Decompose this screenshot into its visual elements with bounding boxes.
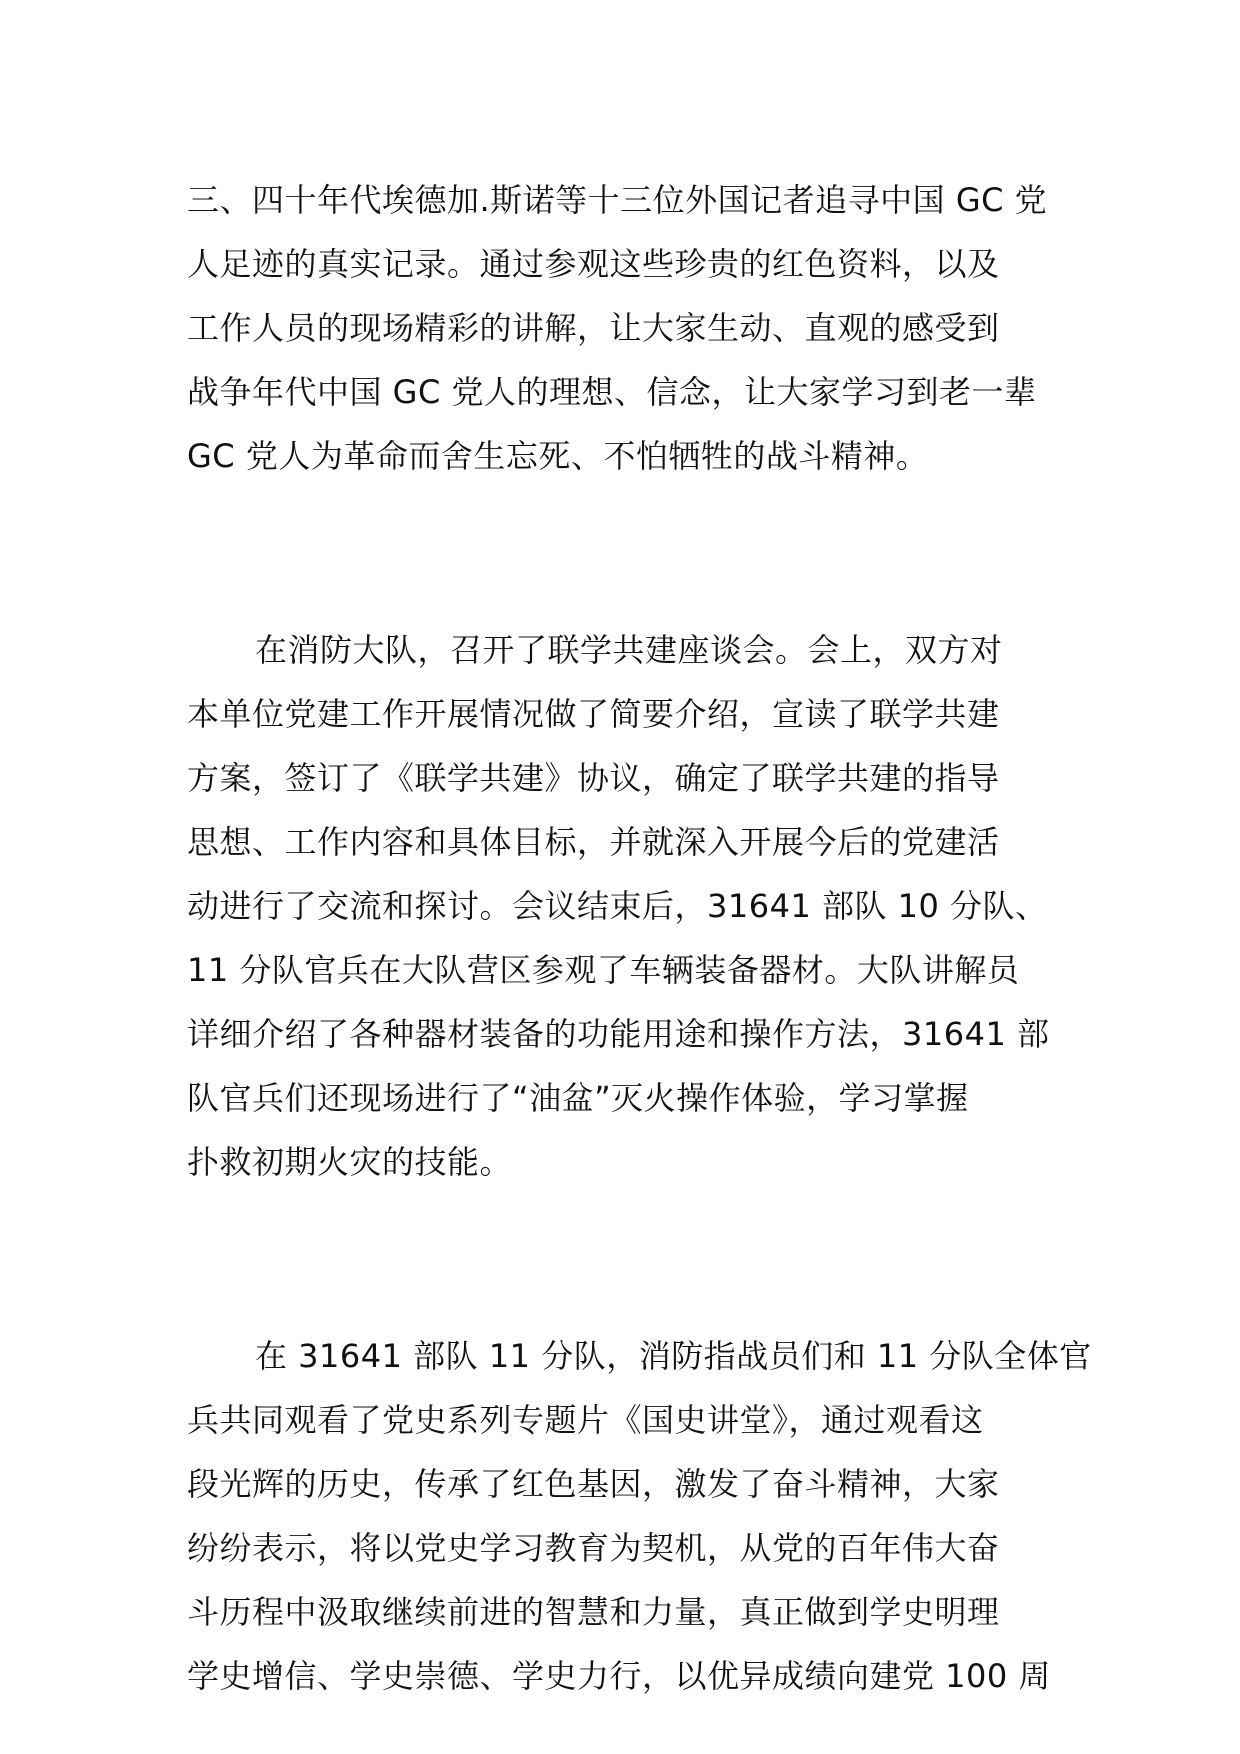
text-line: 人足迹的真实记录。通过参观这些珍贵的红色资料，以及 xyxy=(187,245,1000,283)
text-line: 学史增信、学史崇德、学史力行，以优异成绩向建党 100 周 xyxy=(187,1657,1051,1695)
text-line: GC 党人为革命而舍生忘死、不怕牺牲的战斗精神。 xyxy=(187,437,929,475)
paragraph-1 xyxy=(187,168,1057,488)
text-line: 方案，签订了《联学共建》协议，确定了联学共建的指导 xyxy=(187,759,1000,797)
text-line: 在消防大队，召开了联学共建座谈会。会上，双方对 xyxy=(255,631,1003,669)
paragraph-spacer xyxy=(187,488,1057,618)
text-line: 段光辉的历史，传承了红色基因，激发了奋斗精神，大家 xyxy=(187,1465,1000,1503)
document-body xyxy=(187,168,1092,1708)
text-line: 动进行了交流和探讨。会议结束后，31641 部队 10 分队、 xyxy=(187,887,1048,925)
text-line: 在 31641 部队 11 分队，消防指战员们和 11 分队全体官 xyxy=(255,1337,1092,1375)
text-line: 三、四十年代埃德加.斯诺等十三位外国记者追寻中国 GC 党 xyxy=(187,181,1048,219)
text-line: 扑救初期火灾的技能。 xyxy=(187,1143,513,1181)
text-line: 战争年代中国 GC 党人的理想、信念，让大家学习到老一辈 xyxy=(187,373,1037,411)
text-line: 详细介绍了各种器材装备的功能用途和操作方法，31641 部 xyxy=(187,1015,1050,1053)
paragraph-spacer xyxy=(187,1194,1057,1324)
text-line: 斗历程中汲取继续前进的智慧和力量，真正做到学史明理 xyxy=(187,1593,1000,1631)
paragraph-3 xyxy=(187,1324,1092,1708)
text-line: 队官兵们还现场进行了“油盆”灭火操作体验，学习掌握 xyxy=(187,1079,969,1117)
text-line: 工作人员的现场精彩的讲解，让大家生动、直观的感受到 xyxy=(187,309,1000,347)
text-line: 11 分队官兵在大队营区参观了车辆装备器材。大队讲解员 xyxy=(187,951,1020,989)
text-line: 兵共同观看了党史系列专题片《国史讲堂》，通过观看这 xyxy=(187,1401,984,1439)
text-line: 纷纷表示，将以党史学习教育为契机，从党的百年伟大奋 xyxy=(187,1529,1000,1567)
paragraph-2 xyxy=(187,618,1057,1194)
text-line: 思想、工作内容和具体目标，并就深入开展今后的党建活 xyxy=(187,823,1000,861)
text-line: 本单位党建工作开展情况做了简要介绍，宣读了联学共建 xyxy=(187,695,1000,733)
